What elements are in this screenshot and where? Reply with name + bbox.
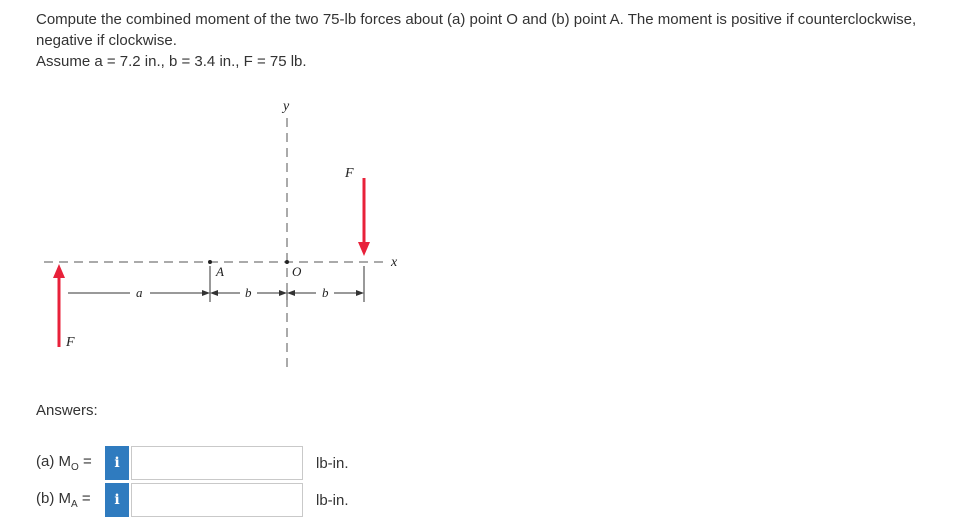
- moment-o-unit: lb-in.: [316, 454, 349, 472]
- y-axis-label: y: [283, 99, 290, 114]
- dim-a-arrowhead: [202, 290, 210, 296]
- info-icon[interactable]: i: [105, 446, 129, 480]
- dim-b1-arrowhead-left: [210, 290, 218, 296]
- moment-o-input[interactable]: [131, 446, 303, 480]
- point-a: [208, 260, 212, 264]
- problem-text-line1: Compute the combined moment of the two 75-lb forces about (a) point O and (b) point A. The moment is positive if counterclockwise,: [36, 11, 917, 28]
- dim-b2-label: b: [322, 285, 329, 300]
- moment-a-input[interactable]: [131, 483, 303, 517]
- dim-b2-arrowhead-left: [287, 290, 295, 296]
- x-axis-label: x: [391, 255, 398, 270]
- force-right-label: F: [345, 166, 354, 181]
- answer-row-mo: [36, 446, 349, 480]
- info-icon[interactable]: i: [105, 483, 129, 517]
- force-right-arrowhead: [358, 242, 370, 256]
- force-left-arrowhead: [53, 264, 65, 278]
- dim-a-label: a: [136, 285, 143, 300]
- moment-a-unit: lb-in.: [316, 491, 349, 509]
- problem-text-line2: negative if clockwise.: [36, 32, 177, 49]
- dim-b2-arrowhead-right: [356, 290, 364, 296]
- force-left-label: F: [66, 335, 75, 350]
- answers-heading: Answers:: [36, 402, 98, 419]
- point-o: [285, 260, 289, 264]
- problem-statement: [36, 9, 966, 72]
- dim-b1-label: b: [245, 285, 252, 300]
- answer-label-ma: (b) $M_A$ =: [36, 490, 91, 510]
- problem-assumptions: Assume a = 7.2 in., b = 3.4 in., F = 75 lb.: [36, 53, 307, 70]
- dim-b1-arrowhead-right: [279, 290, 287, 296]
- answer-label-mo: (a) $M_O$ =: [36, 453, 92, 473]
- point-a-label: A: [216, 264, 224, 279]
- point-o-label: O: [292, 264, 302, 279]
- answer-row-ma: [36, 483, 349, 517]
